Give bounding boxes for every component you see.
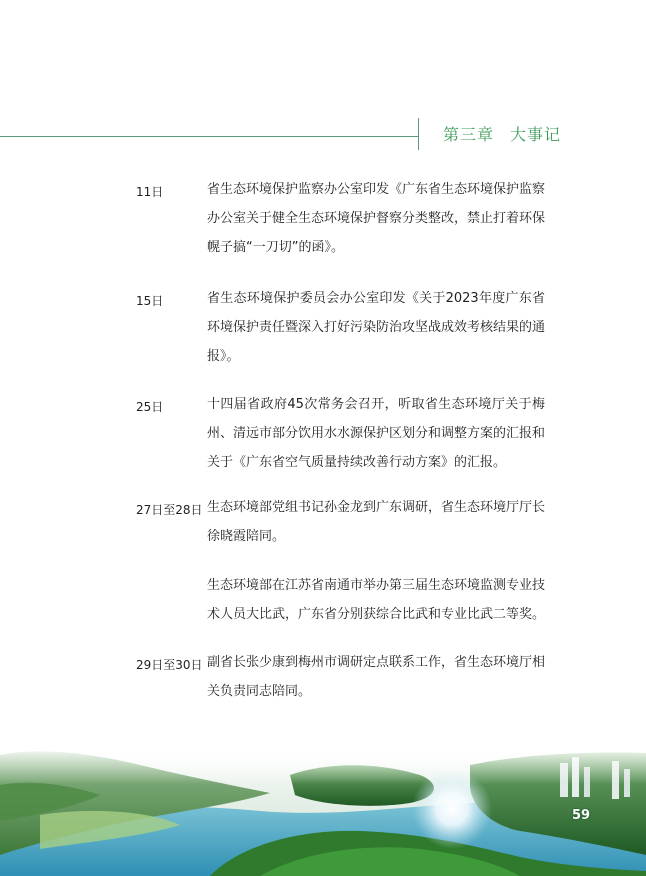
event-text: 省生态环境保护委员会办公室印发《关于2023年度广东省环境保护责任暨深入打好污染防治攻坚战成效考核结果的通报》。: [207, 291, 546, 364]
chapter-heading: [443, 122, 561, 145]
event-text: 生态环境部在江苏省南通市举办第三届生态环境监测专业技术人员大比武，广东省分别获综合比武和专业比武二等奖。: [207, 578, 546, 622]
event-date: 11日: [136, 185, 164, 199]
header-rule: [0, 136, 418, 137]
landscape-photo: [0, 745, 646, 876]
event-date: 29日至30日: [136, 658, 203, 672]
event-text: 十四届省政府45次常务会召开，听取省生态环境厅关于梅州、清远市部分饮用水水源保护区划分和调整方案的汇报和关于《广东省空气质量持续改善行动方案》的汇报。: [207, 397, 546, 470]
event-date: 27日至28日: [136, 503, 203, 517]
event-text: 生态环境部党组书记孙金龙到广东调研，省生态环境厅厅长徐晓霞陪同。: [207, 500, 546, 544]
header-rule-tick: [418, 118, 419, 150]
chapter-title: 大事记: [510, 125, 562, 144]
event-date: 25日: [136, 400, 164, 414]
event-text: 省生态环境保护监察办公室印发《广东省生态环境保护监察办公室关于健全生态环境保护督察分类整改，禁止打着环保幌子搞“一刀切”的函》。: [207, 182, 546, 255]
page-number: 59: [572, 808, 591, 823]
event-text: 副省长张少康到梅州市调研定点联系工作，省生态环境厅相关负责同志陪同。: [207, 655, 546, 699]
chapter-number: 第三章: [443, 125, 495, 144]
event-date: 15日: [136, 294, 164, 308]
